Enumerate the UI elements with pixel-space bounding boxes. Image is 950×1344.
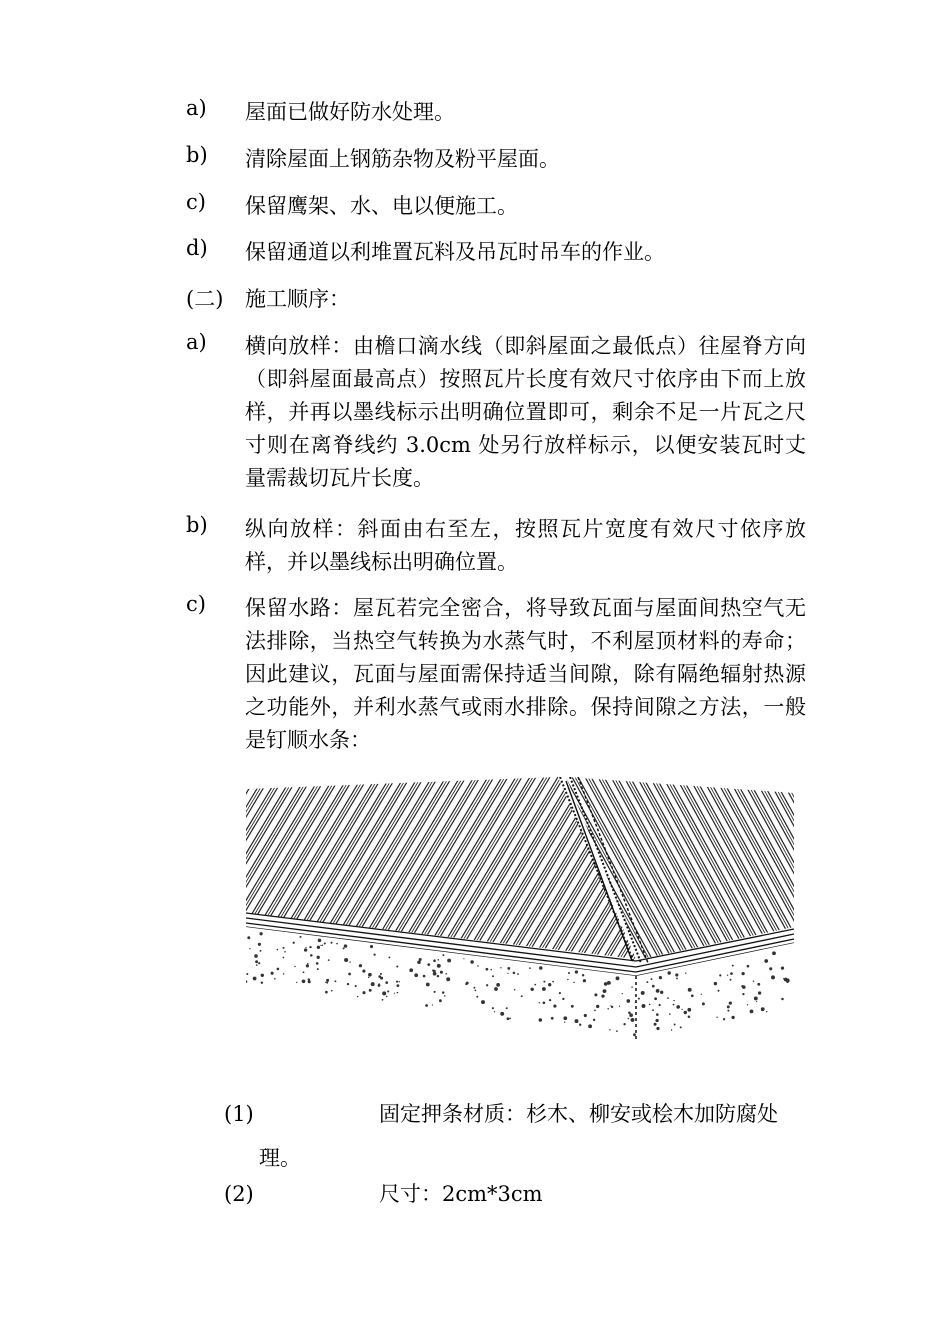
concrete-speckle [575, 1019, 579, 1023]
list-marker: c) [186, 190, 206, 214]
concrete-speckle [562, 998, 564, 1000]
list-marker: d) [186, 236, 208, 260]
concrete-speckle [611, 1006, 613, 1008]
concrete-speckle [433, 970, 436, 973]
concrete-speckle [603, 989, 607, 993]
tile-stripe [601, 777, 711, 977]
concrete-speckle [382, 991, 386, 995]
list-item [186, 592, 806, 757]
concrete-speckle [476, 996, 478, 998]
concrete-speckle [543, 1001, 546, 1004]
concrete-speckle [582, 974, 584, 976]
concrete-speckle [388, 956, 390, 958]
list-item [186, 236, 806, 269]
concrete-speckle [490, 969, 491, 970]
concrete-speckle [681, 1009, 682, 1010]
concrete-speckle [349, 961, 350, 962]
tile-stripe [442, 777, 552, 977]
concrete-speckle [757, 983, 760, 986]
list-marker: a) [186, 96, 207, 120]
concrete-speckle [419, 958, 422, 961]
concrete-speckle [673, 1000, 674, 1001]
concrete-speckle [425, 1004, 428, 1007]
concrete-speckle [742, 985, 746, 989]
concrete-speckle [641, 991, 645, 995]
concrete-speckle [761, 1007, 765, 1011]
concrete-speckle [754, 996, 758, 1000]
concrete-speckle [440, 971, 443, 974]
concrete-speckle [514, 989, 516, 991]
list-text: 清除屋面上钢筋杂物及粉平屋面。 [245, 147, 560, 171]
concrete-speckle [559, 992, 561, 994]
concrete-speckle [271, 972, 274, 975]
concrete-speckle [259, 932, 262, 935]
concrete-speckle [552, 981, 554, 983]
list-item [186, 330, 806, 495]
concrete-speckle [638, 998, 640, 1000]
concrete-speckle [325, 991, 328, 994]
concrete-speckle [691, 994, 694, 997]
tile-stripe [588, 777, 698, 977]
concrete-speckle [579, 1024, 581, 1026]
concrete-speckle [631, 986, 632, 987]
concrete-speckle [571, 1005, 574, 1008]
concrete-speckle [260, 950, 262, 952]
concrete-speckle [766, 1011, 767, 1012]
concrete-speckle [496, 983, 500, 987]
concrete-speckle [445, 973, 447, 975]
concrete-speckle [434, 991, 436, 993]
concrete-speckle [362, 970, 365, 973]
concrete-speckle [542, 987, 546, 991]
concrete-speckle [380, 977, 383, 980]
list-text: 屋面已做好防水处理。 [245, 100, 455, 124]
tile-stripe [627, 777, 737, 977]
concrete-speckle [348, 973, 351, 976]
concrete-speckle [394, 993, 395, 994]
concrete-speckle [492, 975, 494, 977]
concrete-speckle [386, 996, 388, 998]
tile-stripe [562, 777, 672, 977]
concrete-speckle [442, 954, 444, 956]
concrete-speckle [714, 982, 717, 985]
list-marker: b) [186, 143, 208, 167]
concrete-speckle [326, 979, 329, 982]
concrete-speckle [684, 1011, 687, 1014]
concrete-speckle [486, 968, 489, 971]
concrete-speckle [727, 975, 728, 976]
concrete-speckle [249, 948, 250, 949]
concrete-speckle [717, 990, 719, 992]
concrete-speckle [369, 989, 372, 992]
concrete-speckle [623, 1023, 625, 1025]
list-text: 纵向放样：斜面由右至左，按照瓦片宽度有效尺寸依序放样，并以墨线标出明确位置。 [245, 517, 806, 574]
concrete-speckle [609, 1029, 610, 1030]
concrete-speckle [750, 1010, 754, 1014]
concrete-speckle [439, 999, 442, 1002]
concrete-speckle [652, 985, 655, 988]
concrete-speckle [385, 981, 388, 984]
tile-stripe [448, 777, 558, 977]
list-text: 保留鹰架、水、电以便施工。 [245, 194, 518, 218]
concrete-speckle [594, 993, 597, 996]
concrete-speckle [509, 1018, 511, 1020]
concrete-speckle [378, 983, 380, 985]
concrete-speckle [723, 1018, 725, 1020]
concrete-speckle [326, 982, 328, 984]
concrete-speckle [659, 1004, 661, 1006]
concrete-speckle [303, 971, 305, 973]
concrete-speckle [651, 978, 653, 980]
sub-item [224, 1092, 806, 1170]
concrete-speckle [507, 1017, 510, 1020]
concrete-speckle [277, 949, 279, 951]
concrete-speckle [438, 959, 440, 961]
concrete-speckle [437, 964, 441, 968]
sub-marker: (2) [224, 1182, 254, 1206]
sub-text: 尺寸：2cm*3cm [379, 1182, 543, 1206]
concrete-speckle [521, 995, 523, 997]
list-marker: a) [186, 330, 207, 354]
concrete-speckle [475, 990, 477, 992]
list-text: 保留通道以利堆置瓦料及吊瓦时吊车的作业。 [245, 240, 665, 264]
concrete-speckle [628, 1011, 631, 1014]
concrete-speckle [254, 954, 258, 958]
concrete-speckle [529, 967, 531, 969]
concrete-speckle [368, 977, 369, 978]
concrete-speckle [588, 1024, 592, 1028]
concrete-speckle [772, 951, 776, 955]
concrete-speckle [786, 981, 788, 983]
concrete-speckle [656, 1027, 659, 1030]
concrete-speckle [673, 1004, 675, 1006]
concrete-speckle [382, 999, 384, 1001]
tile-stripe [666, 777, 776, 977]
concrete-speckle [676, 977, 678, 979]
concrete-speckle [659, 976, 662, 979]
concrete-speckle [564, 1022, 565, 1023]
concrete-speckle [507, 973, 508, 974]
concrete-speckle [336, 943, 338, 945]
concrete-speckle [396, 984, 399, 987]
concrete-speckle [781, 998, 784, 1001]
concrete-speckle [446, 977, 450, 981]
concrete-speckle [322, 945, 324, 947]
concrete-speckle [539, 1002, 540, 1003]
concrete-speckle [344, 958, 348, 962]
concrete-speckle [747, 965, 750, 968]
concrete-speckle [622, 993, 623, 994]
concrete-speckle [553, 1005, 556, 1008]
concrete-speckle [466, 982, 469, 985]
concrete-speckle [305, 947, 306, 948]
concrete-speckle [396, 965, 398, 967]
concrete-speckle [781, 966, 784, 969]
concrete-speckle [731, 1016, 734, 1019]
concrete-speckle [473, 987, 475, 989]
concrete-speckle [539, 966, 543, 970]
concrete-speckle [543, 981, 545, 983]
concrete-speckle [347, 983, 349, 985]
concrete-speckle [261, 981, 263, 983]
concrete-speckle [255, 960, 258, 963]
concrete-speckle [317, 956, 320, 959]
sub-text: 固定押条材质：杉木、柳安或桧木加防腐处 [379, 1102, 778, 1126]
concrete-speckle [370, 945, 373, 948]
concrete-speckle [317, 946, 320, 949]
concrete-speckle [330, 942, 332, 944]
concrete-speckle [442, 991, 444, 993]
concrete-speckle [373, 953, 375, 955]
concrete-speckle [277, 968, 280, 971]
concrete-speckle [256, 964, 258, 966]
concrete-speckle [258, 962, 260, 964]
concrete-speckle [355, 985, 357, 987]
concrete-speckle [470, 960, 473, 963]
concrete-speckle [426, 983, 430, 987]
section-marker: (二) [186, 287, 224, 311]
concrete-speckle [656, 1013, 659, 1016]
concrete-speckle [671, 1029, 672, 1030]
concrete-speckle [784, 978, 788, 982]
concrete-speckle [304, 948, 307, 951]
concrete-speckle [481, 1000, 485, 1004]
concrete-speckle [486, 984, 488, 986]
concrete-speckle [548, 983, 551, 986]
concrete-speckle [530, 988, 533, 991]
concrete-speckle [397, 992, 399, 994]
concrete-speckle [539, 1018, 543, 1022]
list-text: 横向放样：由檐口滴水线（即斜屋面之最低点）往屋脊方向（即斜屋面最高点）按照瓦片长度有效尺寸依序由下而上放样，并再以墨线标示出明确位置即可，剩余不足一片瓦之尺寸则在离脊线约 3.0cm 处另行放样标示，以便安装瓦时丈量需裁切瓦片长度。 [245, 334, 806, 490]
concrete-speckle [309, 946, 311, 948]
concrete-speckle [284, 951, 286, 953]
concrete-speckle [444, 995, 445, 996]
concrete-speckle [628, 1018, 630, 1020]
concrete-speckle [324, 942, 326, 944]
concrete-speckle [362, 991, 365, 994]
concrete-speckle [283, 957, 285, 959]
concrete-speckle [674, 1024, 676, 1026]
concrete-speckle [567, 979, 569, 981]
concrete-speckle [396, 981, 398, 983]
concrete-speckle [575, 970, 578, 973]
concrete-speckle [688, 988, 692, 992]
concrete-speckle [730, 979, 732, 981]
concrete-speckle [423, 975, 426, 978]
list-marker: b) [186, 513, 208, 537]
concrete-speckle [334, 980, 336, 982]
concrete-speckle [320, 945, 321, 946]
concrete-speckle [619, 1006, 620, 1007]
concrete-speckle [317, 968, 319, 970]
concrete-speckle [433, 959, 436, 962]
concrete-speckle [729, 1001, 732, 1004]
concrete-speckle [654, 1023, 657, 1026]
concrete-speckle [380, 973, 382, 975]
concrete-speckle [730, 972, 733, 975]
concrete-speckle [631, 1018, 635, 1022]
concrete-speckle [604, 982, 608, 986]
concrete-speckle [583, 979, 586, 982]
concrete-speckle [616, 1030, 618, 1032]
concrete-speckle [688, 1016, 691, 1019]
concrete-speckle [747, 1004, 748, 1005]
concrete-speckle [652, 1009, 654, 1011]
concrete-speckle [756, 1001, 757, 1002]
concrete-speckle [447, 959, 451, 963]
concrete-speckle [758, 991, 761, 994]
concrete-speckle [344, 944, 347, 947]
concrete-speckle [676, 1005, 680, 1009]
concrete-speckle [331, 990, 333, 992]
concrete-speckle [549, 999, 551, 1001]
concrete-speckle [282, 947, 284, 949]
concrete-speckle [669, 1013, 671, 1015]
list-item [186, 143, 806, 176]
concrete-speckle [601, 994, 604, 997]
concrete-speckle [573, 982, 575, 984]
concrete-speckle [399, 981, 400, 982]
concrete-speckle [741, 972, 744, 975]
concrete-speckle [594, 1010, 596, 1012]
concrete-speckle [630, 1014, 632, 1016]
concrete-speckle [517, 973, 519, 975]
section-heading [186, 283, 806, 316]
concrete-speckle [719, 974, 721, 976]
concrete-speckle [616, 976, 620, 980]
concrete-speckle [771, 975, 775, 979]
tile-stripe [484, 777, 594, 977]
concrete-speckle [727, 1005, 730, 1008]
concrete-speckle [261, 974, 264, 977]
concrete-speckle [702, 1002, 705, 1005]
concrete-speckle [646, 981, 648, 983]
concrete-speckle [608, 982, 611, 985]
concrete-speckle [357, 996, 359, 998]
concrete-speckle [414, 973, 418, 977]
concrete-speckle [655, 1019, 658, 1022]
concrete-speckle [294, 966, 295, 967]
concrete-speckle [371, 982, 375, 986]
concrete-speckle [753, 980, 755, 982]
concrete-speckle [563, 1016, 567, 1020]
concrete-speckle [432, 1004, 433, 1005]
concrete-speckle [660, 991, 663, 994]
tile-stripe [455, 777, 565, 977]
list-item [186, 513, 806, 579]
concrete-speckle [675, 973, 678, 976]
list-marker: c) [186, 592, 206, 616]
concrete-speckle [685, 972, 686, 973]
list-text: 保留水路：屋瓦若完全密合，将导致瓦面与屋面间热空气无法排除，当热空气转换为水蒸气时，不利屋顶材料的寿命；因此建议，瓦面与屋面需保持适当间隙，除有隔绝辐射热源之功能外，并利水蒸气或雨水排除。保持间隙之方法，一般是钉顺水条： [245, 596, 806, 752]
concrete-speckle [492, 1007, 494, 1009]
concrete-speckle [299, 936, 301, 938]
concrete-speckle [500, 1012, 504, 1016]
concrete-speckle [649, 1004, 651, 1006]
concrete-speckle [328, 959, 330, 961]
concrete-speckle [716, 1017, 717, 1018]
concrete-speckle [584, 1014, 587, 1017]
concrete-speckle [534, 984, 536, 986]
concrete-speckle [247, 936, 250, 939]
list-item [186, 96, 806, 129]
concrete-speckle [494, 987, 498, 991]
ridge-beam [560, 777, 648, 963]
concrete-speckle [642, 1004, 646, 1008]
concrete-speckle [742, 993, 744, 995]
concrete-speckle [253, 977, 257, 981]
concrete-speckle [764, 959, 768, 963]
concrete-speckle [463, 958, 464, 959]
tile-stripe [497, 777, 607, 977]
concrete-speckle [318, 939, 322, 943]
concrete-speckle [306, 964, 309, 967]
concrete-speckle [626, 999, 630, 1003]
concrete-speckle [732, 965, 734, 967]
concrete-speckle [593, 1019, 595, 1021]
concrete-speckle [507, 967, 510, 970]
concrete-speckle [316, 962, 319, 965]
concrete-speckle [293, 942, 295, 944]
sub-marker: (1) [224, 1102, 254, 1126]
concrete-speckle [654, 997, 657, 1000]
concrete-speckle [343, 947, 345, 949]
concrete-speckle [680, 1026, 682, 1028]
concrete-speckle [437, 975, 439, 977]
section-title: 施工顺序： [245, 287, 350, 311]
concrete-speckle [596, 1005, 599, 1008]
concrete-speckle [687, 1008, 691, 1012]
sub-item [224, 1172, 806, 1216]
concrete-speckle [506, 1007, 508, 1009]
concrete-speckle [500, 967, 501, 968]
concrete-speckle [656, 989, 660, 993]
concrete-speckle [477, 965, 479, 967]
concrete-speckle [387, 990, 389, 992]
concrete-speckle [633, 1033, 636, 1036]
concrete-speckle [283, 973, 285, 975]
concrete-speckle [368, 973, 372, 977]
concrete-speckle [701, 994, 702, 995]
concrete-speckle [258, 943, 261, 946]
concrete-speckle [667, 971, 670, 974]
roof-tile-illustration [246, 777, 796, 1039]
concrete-speckle [769, 967, 772, 970]
concrete-speckle [246, 973, 248, 975]
concrete-speckle [308, 980, 311, 983]
concrete-speckle [274, 978, 276, 980]
sub-text-continuation: 理。 [259, 1146, 301, 1170]
concrete-speckle [513, 972, 516, 975]
concrete-speckle [296, 982, 297, 983]
concrete-speckle [359, 964, 362, 967]
list-item [186, 190, 806, 223]
concrete-speckle [727, 1010, 729, 1012]
concrete-speckle [427, 963, 430, 966]
concrete-speckle [409, 968, 413, 972]
concrete-speckle [667, 997, 669, 999]
concrete-speckle [551, 1017, 554, 1020]
concrete-speckle [302, 979, 306, 983]
tile-stripe [500, 777, 610, 977]
concrete-speckle [568, 972, 570, 974]
concrete-speckle [607, 1008, 609, 1010]
concrete-speckle [494, 1011, 495, 1012]
concrete-speckle [310, 954, 313, 957]
